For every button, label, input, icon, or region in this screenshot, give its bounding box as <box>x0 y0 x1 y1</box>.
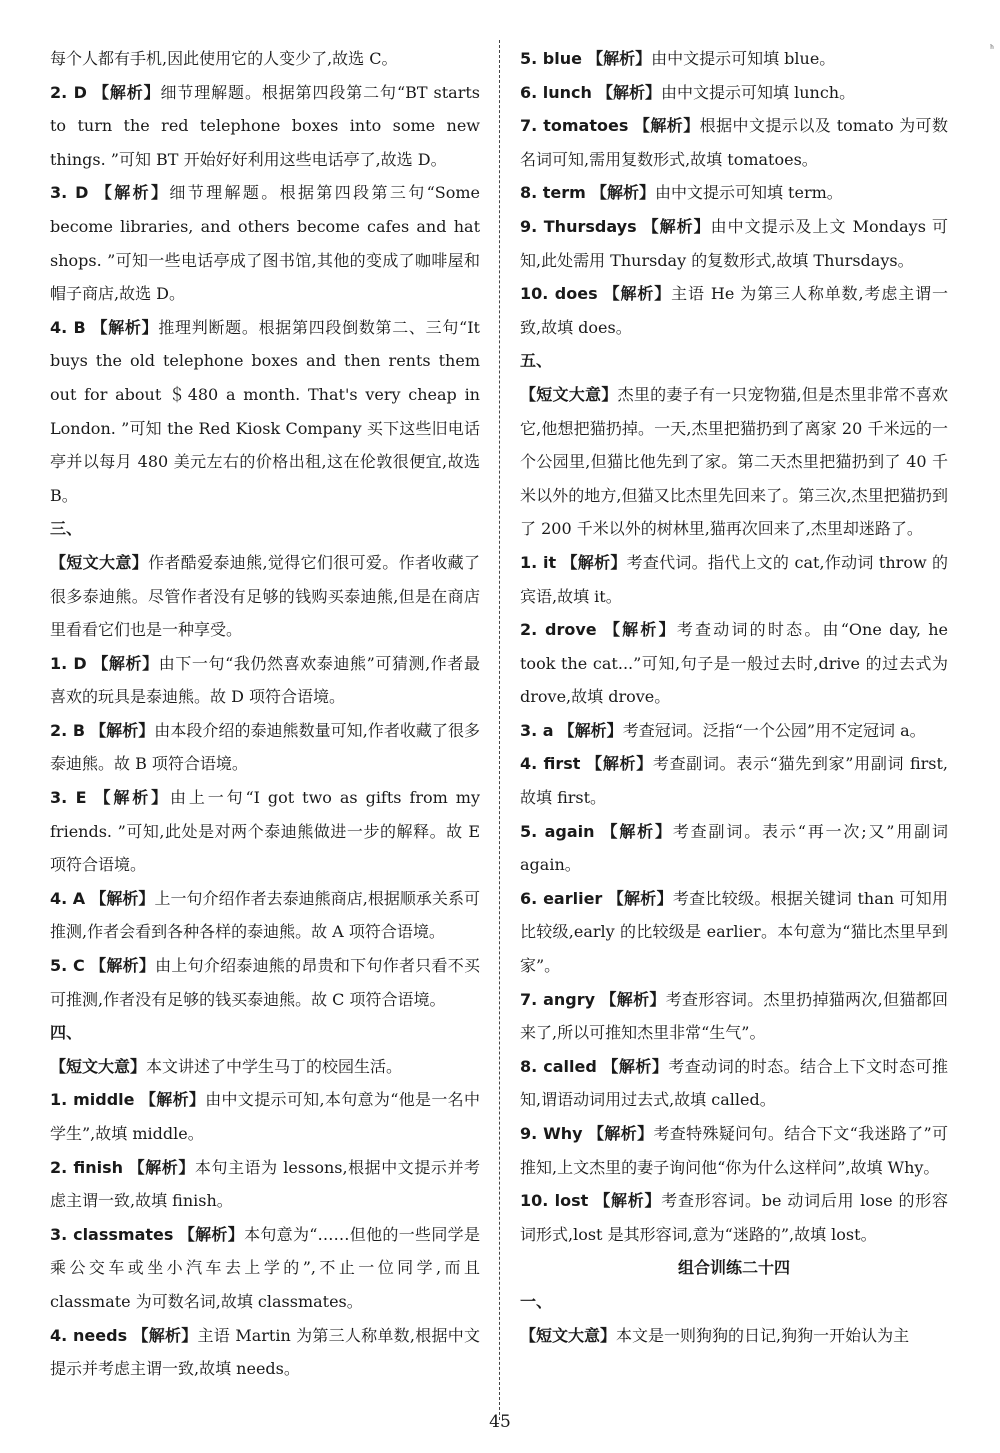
summary-tag: 【短文大意】 <box>50 552 149 572</box>
analysis-tag: 【解析】 <box>603 284 672 304</box>
answer-key: 5. C <box>50 956 85 976</box>
explanation-text: 由中文提示可知填 blue。 <box>651 49 836 68</box>
answer-key: 10. lost <box>520 1191 589 1211</box>
answer-key: 4. needs <box>50 1325 128 1345</box>
analysis-tag: 【解析】 <box>633 116 700 136</box>
analysis-tag: 【解析】 <box>600 989 666 1009</box>
explanation-text: 考查特殊疑问句。结合下文“我迷路了”可推知,上文杰里的妻子询问他“你为什么这样问”,故填 Why。 <box>520 1124 948 1177</box>
answer-item <box>50 949 480 1016</box>
answer-key: 3. E <box>50 788 87 808</box>
answer-item <box>520 714 948 748</box>
text-paragraph <box>520 1319 948 1353</box>
answer-key: 2. D <box>50 82 87 102</box>
answer-item <box>50 882 480 949</box>
explanation-text: 考查动词的时态。结合上下文时态可推知,谓语动词用过去式,故填 called。 <box>520 1056 948 1110</box>
answer-item <box>520 882 948 983</box>
right-column <box>520 42 948 1352</box>
analysis-tag: 【解析】 <box>128 1157 195 1177</box>
analysis-tag: 【解析】 <box>178 1224 245 1244</box>
answer-item <box>520 277 948 344</box>
section-heading: 三、 <box>50 519 83 539</box>
answer-item <box>520 747 948 814</box>
explanation-text: 主语 He 为第三人称单数,考虑主谓一致,故填 does。 <box>520 284 948 337</box>
answer-key: 3. a <box>520 720 554 740</box>
page-number: 45 <box>489 1412 511 1432</box>
answer-key: 4. A <box>50 888 86 908</box>
answer-key: 10. does <box>520 284 598 304</box>
answer-item <box>520 42 948 76</box>
answer-item <box>520 546 948 613</box>
answer-key: 5. blue <box>520 49 582 68</box>
explanation-text: 本句主语为 lessons,根据中文提示并考虑主谓一致,故填 finish。 <box>50 1157 480 1211</box>
analysis-tag: 【解析】 <box>132 1325 198 1345</box>
explanation-text: 本句意为“……但他的一些同学是乘公交车或坐小汽车去上学的”,不止一位同学,而且 classmate 为可数名词,故填 classmates。 <box>50 1224 480 1311</box>
analysis-tag: 【解析】 <box>587 49 652 68</box>
analysis-tag: 【解析】 <box>90 888 155 908</box>
answer-item <box>520 109 948 176</box>
answer-item <box>50 76 480 177</box>
answer-item <box>50 647 480 714</box>
answer-item <box>520 1050 948 1117</box>
explanation-text: 由上一句“I got two as gifts from my friends. ”可知,此处是对两个泰迪熊做进一步的解释。故 E 项符合语境。 <box>50 788 480 875</box>
text-paragraph <box>520 378 948 546</box>
answer-key: 4. B <box>50 317 86 337</box>
explanation-text: 考查比较级。根据关键词 than 可知用比较级,early 的比较级是 earlier。本句意为“猫比杰里早到家”。 <box>520 888 948 976</box>
explanation-text: 考查冠词。泛指“一个公园”用不定冠词 a。 <box>622 720 926 740</box>
analysis-tag: 【解析】 <box>607 888 673 908</box>
answer-item <box>520 613 948 714</box>
analysis-tag: 【解析】 <box>603 620 677 640</box>
answer-key: 1. middle <box>50 1090 135 1110</box>
text-paragraph <box>50 546 480 647</box>
answer-key: 7. angry <box>520 989 596 1009</box>
explanation-text: 由中文提示可知填 lunch。 <box>661 82 856 102</box>
explanation-text: 杰里的妻子有一只宠物猫,但是杰里非常不喜欢它,他想把猫扔掉。一天,杰里把猫扔到了离家 20 千米远的一个公园里,但猫比他先到了家。第二天杰里把猫扔到了 40 千米以外的地方,但猫又比杰里先回来了。第三次,杰里把猫扔到了 200 千米以外的树林里,猫再次回来了,杰里却迷路了。 <box>520 384 948 539</box>
explanation-text: 主语 Martin 为第三人称单数,根据中文提示并考虑主谓一致,故填 needs。 <box>50 1325 480 1379</box>
explanation-text: 考查副词。表示“猫先到家”用副词 first,故填 first。 <box>520 754 948 808</box>
explanation-text: 由下一句“我仍然喜欢泰迪熊”可猜测,作者最喜欢的玩具是泰迪熊。故 D 项符合语境。 <box>50 653 480 707</box>
analysis-tag: 【解析】 <box>558 720 623 740</box>
answer-item <box>520 983 948 1050</box>
answer-item <box>50 1218 480 1319</box>
explanation-text: 作者酷爱泰迪熊,觉得它们很可爱。作者收藏了很多泰迪熊。尽管作者没有足够的钱购买泰迪熊,但是在商店里看看它们也是一种享受。 <box>50 552 480 640</box>
analysis-tag: 【解析】 <box>92 653 159 673</box>
answer-item <box>520 210 948 277</box>
analysis-tag: 【解析】 <box>586 754 653 774</box>
answer-key: 6. earlier <box>520 888 603 908</box>
analysis-tag: 【解析】 <box>91 317 159 337</box>
text-paragraph <box>50 42 480 76</box>
edge-mark: ʰ <box>990 44 995 55</box>
analysis-tag: 【解析】 <box>92 82 161 102</box>
answer-item <box>520 815 948 882</box>
answer-key: 8. called <box>520 1056 597 1076</box>
analysis-tag: 【解析】 <box>139 1090 206 1110</box>
explanation-text: 细节理解题。根据第四段第三句“Some become libraries, and others become cafes and hat shops. ”可知一些电话亭成了图书馆,其他的变成了咖啡屋和帽子商店,故选 D。 <box>50 183 480 304</box>
left-column <box>50 42 480 1386</box>
answer-key: 6. lunch <box>520 82 592 102</box>
explanation-text: 考查动词的时态。由“One day, he took the cat...”可知,句子是一般过去时,drive 的过去式为 drove,故填 drove。 <box>520 620 948 707</box>
answer-item <box>50 176 480 310</box>
explanation-text: 细节理解题。根据第四段第二句“BT starts to turn the red telephone boxes into some new things. ”可知 BT 开始好好利用这些电话亭了,故选 D。 <box>50 82 480 169</box>
analysis-tag: 【解析】 <box>602 1056 669 1076</box>
explanation-text: 由本段介绍的泰迪熊数量可知,作者收藏了很多泰迪熊。故 B 项符合语境。 <box>50 720 480 774</box>
explanation-text: 本文讲述了中学生马丁的校园生活。 <box>146 1056 403 1076</box>
answer-key: 2. drove <box>520 620 597 640</box>
answer-item <box>50 311 480 513</box>
explanation-text: 考查代词。指代上文的 cat,作动词 throw 的宾语,故填 it。 <box>520 552 948 606</box>
analysis-tag: 【解析】 <box>588 1124 654 1143</box>
answer-key: 5. again <box>520 821 595 841</box>
explanation-text: 本文是一则狗狗的日记,狗狗一开始认为主 <box>616 1325 910 1345</box>
answer-item <box>520 76 948 110</box>
exercise-title: 组合训练二十四 <box>677 1258 790 1278</box>
analysis-tag: 【解析】 <box>90 720 155 740</box>
answer-item <box>50 1319 480 1386</box>
answer-key: 3. classmates <box>50 1224 174 1244</box>
section-heading: 一、 <box>520 1291 553 1311</box>
answer-key: 2. B <box>50 720 86 740</box>
answer-key: 3. D <box>50 183 89 203</box>
answer-item <box>520 1184 948 1251</box>
explanation-text: 由上句介绍泰迪熊的昂贵和下句作者只看不买可推测,作者没有足够的钱买泰迪熊。故 C 项符合语境。 <box>50 956 480 1009</box>
explanation-text: 每个人都有手机,因此使用它的人变少了,故选 C。 <box>50 49 398 68</box>
answer-item <box>50 714 480 781</box>
analysis-tag: 【解析】 <box>94 788 170 808</box>
explanation-text: 考查副词。表示“再一次;又”用副词 again。 <box>520 821 948 875</box>
summary-tag: 【短文大意】 <box>520 1325 617 1345</box>
answer-key: 8. term <box>520 183 586 203</box>
explanation-text: 推理判断题。根据第四段倒数第二、三句“It buys the old telephone boxes and then rents them out for about ＄480 a month. That's very cheap in London. ”可知 the Red Kiosk Company 买下这些旧电话亭并以每月 480 美元左右的价格出租,这在伦敦很便宜,故选 B。 <box>50 317 480 505</box>
explanation-text: 由中文提示可知填 term。 <box>654 183 843 203</box>
answer-item <box>520 176 948 210</box>
summary-tag: 【短文大意】 <box>50 1056 147 1076</box>
analysis-tag: 【解析】 <box>95 183 170 203</box>
analysis-tag: 【解析】 <box>561 552 627 572</box>
analysis-tag: 【解析】 <box>642 216 711 236</box>
answer-item <box>50 1151 480 1218</box>
column-divider <box>499 40 500 1420</box>
analysis-tag: 【解析】 <box>590 183 655 203</box>
section-heading: 四、 <box>50 1023 83 1043</box>
answer-item <box>520 1117 948 1184</box>
answer-item <box>50 1083 480 1150</box>
explanation-text: 根据中文提示以及 tomato 为可数名词可知,需用复数形式,故填 tomatoes。 <box>520 116 948 169</box>
explanation-text: 由中文提示及上文 Mondays 可知,此处需用 Thursday 的复数形式,故填 Thursdays。 <box>520 216 948 270</box>
analysis-tag: 【解析】 <box>601 821 673 841</box>
section-heading: 五、 <box>520 351 553 371</box>
analysis-tag: 【解析】 <box>594 1191 662 1211</box>
summary-tag: 【短文大意】 <box>520 384 618 404</box>
answer-key: 4. first <box>520 754 581 774</box>
answer-key: 1. it <box>520 552 557 572</box>
explanation-text: 考查形容词。be 动词后用 lose 的形容词形式,lost 是其形容词,意为“迷路的”,故填 lost。 <box>520 1191 949 1244</box>
explanation-text: 上一句介绍作者去泰迪熊商店,根据顺承关系可推测,作者会看到各种各样的泰迪熊。故 A 项符合语境。 <box>50 888 481 942</box>
answer-key: 9. Thursdays <box>520 216 637 236</box>
explanation-text: 考查形容词。杰里扔掉猫两次,但猫都回来了,所以可推知杰里非常“生气”。 <box>520 989 948 1043</box>
analysis-tag: 【解析】 <box>597 82 662 102</box>
answer-key: 9. Why <box>520 1124 583 1143</box>
answer-key: 2. finish <box>50 1157 123 1177</box>
answer-key: 7. tomatoes <box>520 116 629 136</box>
answer-item <box>50 781 480 882</box>
explanation-text: 由中文提示可知,本句意为“他是一名中学生”,故填 middle。 <box>50 1090 480 1143</box>
answer-key: 1. D <box>50 653 87 673</box>
text-paragraph <box>50 1050 480 1084</box>
analysis-tag: 【解析】 <box>90 956 156 976</box>
